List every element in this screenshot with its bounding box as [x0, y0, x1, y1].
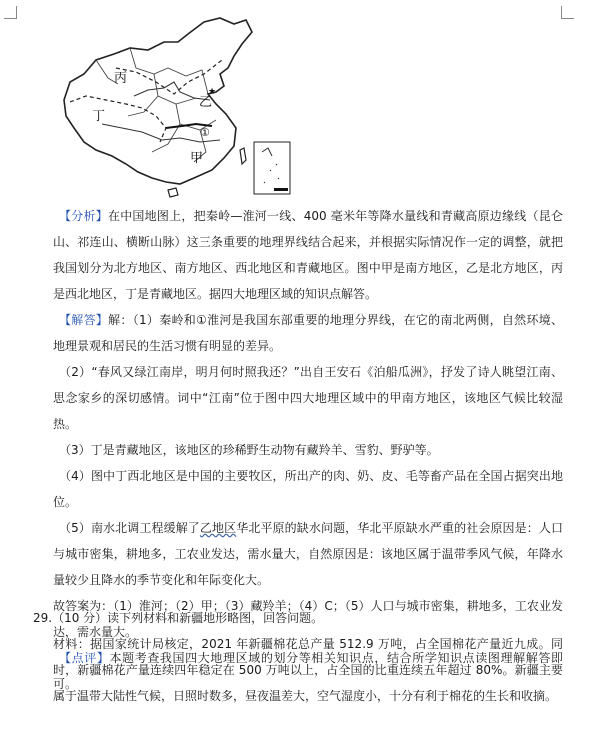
answer-tag: 【解答】 — [59, 313, 109, 327]
margin-corner-mark — [561, 6, 574, 19]
analysis-tag: 【分析】 — [59, 209, 108, 223]
answer-text-5a: （5）南水北调工程缓解了 — [59, 521, 200, 535]
china-region-map — [56, 12, 306, 200]
taiwan-island — [240, 148, 246, 164]
inset-islands — [262, 148, 279, 183]
region-label-ding: 丁 — [92, 109, 106, 124]
comment-text: 本题考查我国四大地理区域的划分等相关知识点，结合所学知识点读图理解解答即可。 — [53, 651, 563, 691]
answer-paragraph-1 — [53, 307, 563, 359]
analysis-paragraph — [53, 203, 563, 307]
china-map-figure — [56, 12, 306, 200]
answer-paragraph-3: （3）丁是青藏地区，该地区的珍稀野生动物有藏羚羊、雪豹、野驴等。 — [59, 443, 439, 457]
answer-paragraph-2: （2）“春风又绿江南岸，明月何时照我还？”出自王安石《泊船瓜洲》，抒发了诗人眺望江南、思念家乡的深切感情。词中“江南”位于图中四大地理区域中的甲南方地区，该地区气候比较湿热。 — [53, 365, 563, 431]
answer-text-1: 解：（1）秦岭和①淮河是我国东部重要的地理分界线，在它的南北两侧，自然环境、地理景观和居民的生活习惯有明显的差异。 — [53, 313, 563, 353]
province-lines — [96, 48, 216, 162]
star-marker: ★ — [208, 87, 217, 97]
question-29-block — [33, 605, 563, 709]
margin-corner-mark — [4, 6, 17, 19]
question-number: 29. — [33, 611, 53, 625]
answer-text-5b: 华北平原的缺水问题，华北平原缺水严重的社会原因是：人口与城市密集，耕地多，工农业发达，需水量大，自然原因是：该地区属于温带季风气候，年降水量较少且降水的季节变化和年际变化大。 — [53, 521, 563, 587]
analysis-text: 在中国地图上，把秦岭—淮河一线、400 毫米年等降水量线和青藏高原边缘线（昆仑山、祁连山、横断山脉）这三条重要的地理界线结合起来，并根据实际情况作一定的调整，就把我国划分为北方地区、南方地区、西北地区和青藏地区。图中甲是南方地区，乙是北方地区，丙是西北地区，丁是青藏地区。据四大地理区域的知识点解答。 — [53, 209, 563, 301]
hainan-island — [168, 188, 178, 197]
question-29-material: 材料：据国家统计局核定，2021 年新疆棉花总产量 512.9 万吨，占全国棉花产量近九成。同时，新疆棉花产量连续四年稳定在 500 万吨以上，占全国的比重连续五年超过 80%。新疆主要属于温带大陆性气候，日照时数多，昼夜温差大，空气湿度小，十分有利于棉花的生长和收摘。 — [53, 637, 563, 703]
question-29-prompt-line — [33, 605, 563, 631]
region-label-bing: 丙 — [114, 71, 128, 86]
region-label-yi: 乙 — [199, 95, 213, 110]
south-china-sea-inset — [254, 142, 290, 194]
region-label-jia: 甲 — [190, 151, 204, 166]
answer-paragraph-4: （4）图中丁西北地区是中国的主要牧区，所出产的肉、奶、皮、毛等畜产品在全国占据突出地位。 — [53, 469, 563, 509]
isohyet-400mm-line — [116, 60, 222, 94]
answer-paragraph-5 — [53, 515, 563, 593]
final-answer-paragraph: 故答案为：（1）淮河；（2）甲；（3）藏羚羊；（4）C；（5）人口与城市密集，耕地多，工农业发达，需水量大。 — [53, 599, 563, 639]
inset-scale-bar — [274, 188, 288, 191]
question-prompt: （10 分）读下列材料和新疆地形略图，回答问题。 — [52, 611, 324, 625]
comment-tag: 【点评】 — [59, 651, 110, 665]
china-outline — [64, 18, 252, 184]
answer-text-5-wavy: 乙地区 — [199, 521, 237, 535]
line-label-one: ① — [200, 126, 210, 139]
